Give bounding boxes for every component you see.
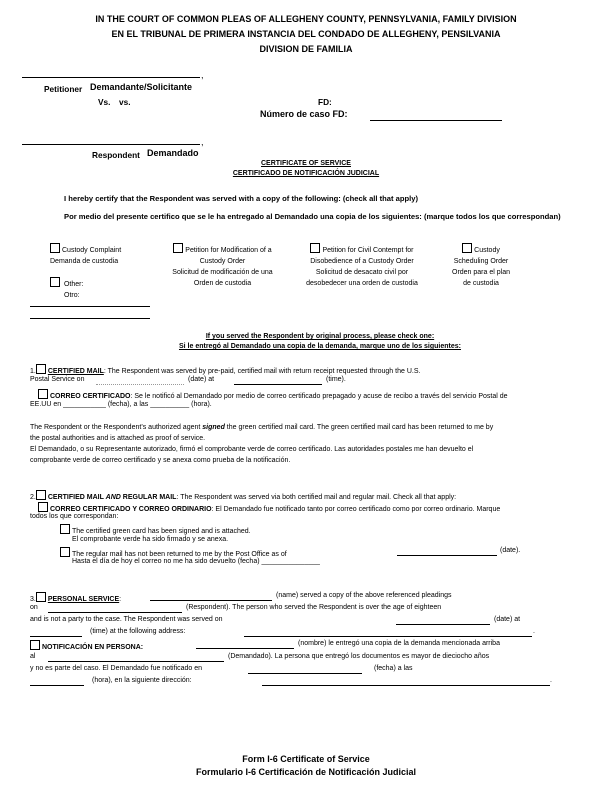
agent-text-2: the postal authorities and is attached as proof of service. (30, 435, 206, 442)
respondent-label: Respondent (92, 150, 140, 160)
petitioner-label-es: Demandante/Solicitante (90, 82, 193, 92)
option-green-card-es: El comprobante verde ha sido firmado y se anexa. (72, 536, 229, 543)
case-number-label: Número de caso FD: (260, 109, 348, 119)
option-regular-mail-es: Hasta el día de hoy el correo no me ha sido devuelto (fecha) _______________ (72, 558, 320, 565)
nombre-text: (nombre) le entregó una copia de la demanda mencionada arriba (298, 640, 500, 647)
agent-text-1: The Respondent or the Respondent’s authorized agent signed the green certified mail card. The green certified mail card has been returned to me by (30, 424, 494, 431)
court-heading-es: EN EL TRIBUNAL DE PRIMERA INSTANCIA DEL CONDADO DE ALLEGHENY, PENSILVANIA (111, 29, 501, 39)
agent-text-es-2: comprobante verde de correo certificado y se anexa como prueba de la notificación. (30, 457, 291, 464)
process-heading-es: Si le entregó al Demandado una copia de la demanda, marque uno de los siguientes: (178, 343, 461, 350)
date-label: (date). (500, 547, 521, 554)
party-text: and is not a party to the case. The Respondent was served on (30, 616, 223, 623)
time-label: (time). (326, 376, 346, 383)
nombre-field[interactable] (196, 648, 294, 649)
doc-petition-modification[interactable]: Petition for Modification of a Custody Order Solicitud de modificación de una Orden de custodia (160, 243, 285, 289)
period: . (550, 677, 552, 684)
checkbox[interactable] (38, 389, 48, 399)
respondent-text: (Respondent). The person who served the Respondent is over the age of eighteen (186, 604, 442, 611)
other-line-2[interactable] (30, 318, 150, 319)
al-label: al (30, 653, 36, 660)
petitioner-name-line[interactable] (22, 77, 200, 78)
checkbox[interactable] (36, 592, 46, 602)
respondent-name-line[interactable] (22, 144, 200, 145)
process-heading: If you served the Respondent by original process, please check one: (205, 333, 435, 340)
checkbox[interactable] (36, 364, 46, 374)
petitioner-label: Petitioner (44, 84, 83, 94)
correo-ordinario: CORREO CERTIFICADO Y CORREO ORDINARIO: El Demandado fue notificado tanto por correo certificado como por correo ordinario. Marque (38, 502, 500, 513)
section-1-certified-mail: 1. CERTIFIED MAIL: The Respondent was served by pre-paid, certified mail with return receipt requested through the U.S. (30, 364, 420, 375)
comma: , (201, 137, 204, 147)
division-heading: DIVISION DE FAMILIA (259, 44, 353, 54)
certificate-title-es: CERTIFICADO DE NOTIFICACIÓN JUDICIAL (232, 170, 380, 177)
checkbox[interactable] (310, 243, 320, 253)
doc-custody-complaint[interactable]: Custody Complaint Demanda de custodia (50, 243, 121, 267)
doc-scheduling-order[interactable]: Custody Scheduling Order Orden para el plan de custodia (440, 243, 522, 289)
respondent-label-es: Demandado (147, 148, 199, 158)
court-heading-en: IN THE COURT OF COMMON PLEAS OF ALLEGHENY COUNTY, PENNSYLVANIA, FAMILY DIVISION (95, 14, 517, 24)
intro-text-es: Por medio del presente certifico que se le ha entregado al Demandado una copia de los siguientes: (marque todos los que correspondan) (64, 212, 561, 221)
checkbox[interactable] (173, 243, 183, 253)
respondent-field[interactable] (48, 612, 182, 613)
postal-service-on: Postal Service on (30, 376, 85, 383)
time-field[interactable] (234, 384, 322, 385)
demandado-field[interactable] (48, 661, 224, 662)
es-party-text: y no es parte del caso. El Demandado fue notificado en (30, 665, 202, 672)
on-label: on (30, 604, 38, 611)
correo-certificado: CORREO CERTIFICADO: Se le notificó al Demandado por medio de correo certificado prepagado y acuse de recibo a través del servicio Postal de (38, 389, 508, 400)
time-address-text: (time) at the following address: (90, 628, 186, 635)
comma: , (201, 70, 204, 80)
direccion-field[interactable] (262, 685, 550, 686)
date-field[interactable] (96, 384, 184, 385)
vs-label: Vs. (98, 97, 111, 107)
hora-text: (hora), en la siguiente dirección: (92, 677, 192, 684)
checkbox[interactable] (60, 524, 70, 534)
served-date-field[interactable] (396, 624, 490, 625)
intro-text: I hereby certify that the Respondent was served with a copy of the following: (check all that apply) (64, 194, 419, 203)
date-at-label: (date) at (188, 376, 215, 383)
regular-mail-date-field[interactable] (397, 555, 497, 556)
certificate-title: CERTIFICATE OF SERVICE (261, 160, 351, 167)
period: . (533, 628, 535, 635)
checkbox[interactable] (462, 243, 472, 253)
correo-ordinario-2: todos los que correspondan: (30, 513, 119, 520)
section-2-certified-regular-mail: 2. CERTIFIED MAIL AND REGULAR MAIL: The Respondent was served via both certified mail and regular mail. Check all that apply: (30, 490, 456, 501)
checkbox[interactable] (60, 547, 70, 557)
name-text: (name) served a copy of the above referenced pleadings (276, 592, 452, 599)
notificacion-en-persona: NOTIFICACIÓN EN PERSONA: (30, 640, 143, 651)
doc-other[interactable]: Other: Otro: (50, 277, 83, 301)
correo-fecha-hora: EE.UU en ___________ (fecha), a las __________ (hora). (30, 401, 212, 408)
section-3-personal-service: 3. PERSONAL SERVICE: (30, 592, 121, 603)
checkbox[interactable] (36, 490, 46, 500)
form-title-footer: Form I-6 Certificate of Service (242, 754, 370, 764)
vs-label-es: vs. (119, 97, 131, 107)
checkbox[interactable] (38, 502, 48, 512)
hora-field[interactable] (30, 685, 84, 686)
served-time-field[interactable] (30, 636, 82, 637)
other-line-1[interactable] (30, 306, 150, 307)
option-regular-mail: The regular mail has not been returned to me by the Post Office as of (60, 547, 287, 558)
case-number-line[interactable] (370, 120, 502, 121)
fecha-text: (fecha) a las (374, 665, 413, 672)
checkbox[interactable] (50, 277, 60, 287)
form-title-footer-es: Formulario I-6 Certificación de Notificación Judicial (195, 767, 417, 777)
date-at-text: (date) at (494, 616, 521, 623)
fd-label: FD: (318, 97, 332, 107)
fecha-field[interactable] (248, 673, 362, 674)
checkbox[interactable] (50, 243, 60, 253)
option-green-card: The certified green card has been signed and is attached. (60, 524, 251, 535)
server-name-field[interactable] (150, 600, 272, 601)
checkbox[interactable] (30, 640, 40, 650)
agent-text-es-1: El Demandado, o su Representante autorizado, firmó el comprobante verde de correo certificado. Las autoridades postales me han devuelto el (30, 446, 474, 453)
address-field[interactable] (244, 636, 532, 637)
doc-petition-contempt[interactable]: Petition for Civil Contempt for Disobedience of a Custody Order Solicitud de desacato civil por desobedecer una orden de custodia (296, 243, 428, 289)
demandado-text: (Demandado). La persona que entregó los documentos es mayor de dieciocho años (228, 653, 490, 660)
